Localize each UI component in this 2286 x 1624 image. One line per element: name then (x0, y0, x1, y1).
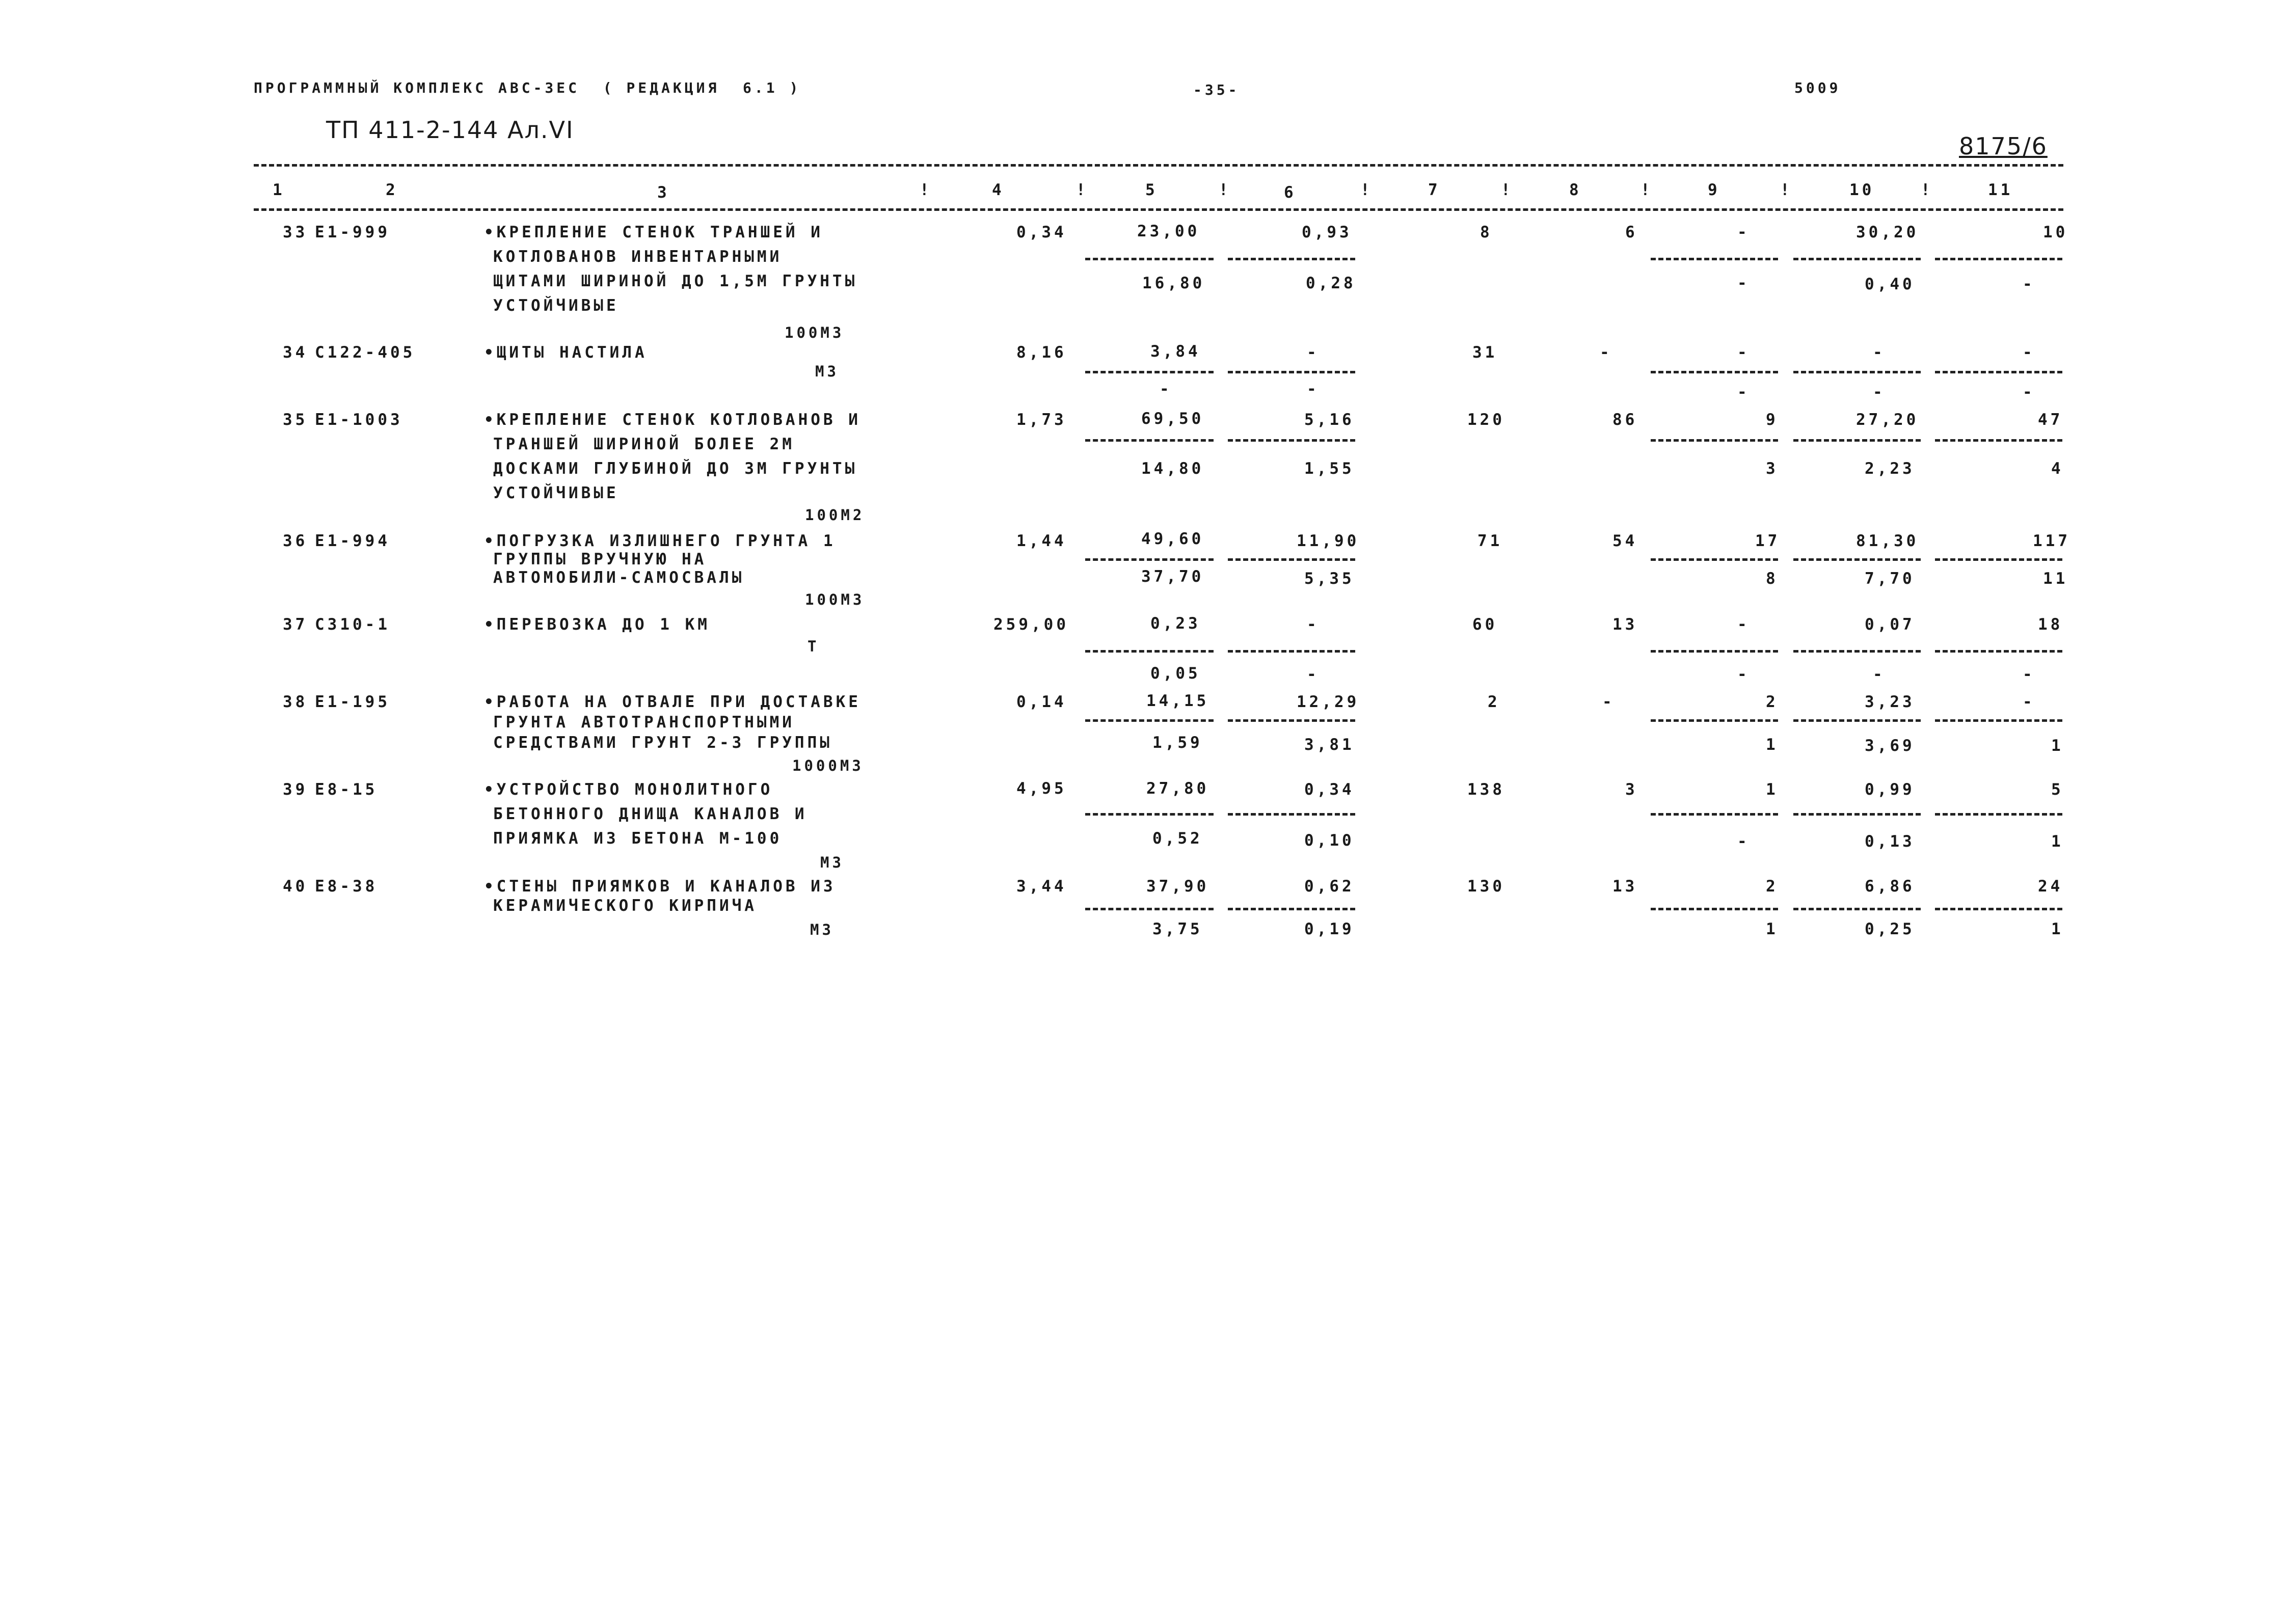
cell-divider (1085, 558, 1214, 561)
table-header-rule (254, 208, 2063, 211)
row-code: Е1-999 (315, 223, 390, 241)
column-header-8: 8 (1569, 181, 1582, 199)
handwritten-project-number: ТП 411-2-144 Ал.VI (326, 116, 574, 144)
cell-c5-bottom: 1,59 (1152, 734, 1203, 752)
handwritten-sheet-number: 8175/6 (1959, 132, 2048, 160)
row-code: Е8-15 (315, 780, 378, 799)
row-description-line: •ЩИТЫ НАСТИЛА (484, 343, 648, 362)
cell-c11-top: 10 (2043, 223, 2068, 241)
cell-divider (1085, 439, 1214, 442)
cell-c6-bottom: 0,10 (1304, 831, 1355, 850)
row-code: Е1-195 (315, 693, 390, 711)
cell-c11-bottom: - (2023, 383, 2035, 401)
cell-divider (1793, 813, 1921, 816)
cell-divider (1228, 439, 1355, 442)
column-separator: ! (1640, 181, 1653, 199)
cell-c5-bottom: 3,75 (1152, 920, 1203, 938)
cell-c7: 120 (1467, 411, 1505, 429)
cell-c9-top: 2 (1766, 877, 1779, 896)
cell-c5-top: 69,50 (1141, 410, 1204, 428)
column-separator: ! (1219, 181, 1231, 199)
cell-c9-top: 17 (1755, 532, 1781, 550)
cell-c5-top: 3,84 (1150, 342, 1201, 361)
row-description-line: •ПОГРУЗКА ИЗЛИШНЕГО ГРУНТА 1 (484, 532, 836, 550)
cell-divider (1085, 371, 1214, 373)
cell-c8: - (1600, 343, 1612, 362)
row-description-line: КЕРАМИЧЕСКОГО КИРПИЧА (493, 897, 757, 915)
cell-c10-top: - (1873, 343, 1886, 362)
column-header-6: 6 (1284, 183, 1297, 202)
cell-c11-bottom: 4 (2051, 459, 2064, 478)
row-unit: М3 (820, 854, 844, 871)
row-description-line: •СТЕНЫ ПРИЯМКОВ И КАНАЛОВ ИЗ (484, 877, 836, 896)
column-separator: ! (1501, 181, 1514, 199)
cell-c5-bottom: 0,52 (1152, 829, 1203, 848)
cell-c11-bottom: 1 (2051, 920, 2064, 938)
cell-c9-bottom: - (1737, 832, 1750, 851)
row-unit: 100М3 (805, 591, 865, 608)
program-header: ПРОГРАММНЫЙ КОМПЛЕКС АВС-3ЕС ( РЕДАКЦИЯ 6.1 ) (254, 79, 801, 96)
cell-c6-bottom: 3,81 (1304, 736, 1355, 754)
cell-c5-top: 23,00 (1137, 222, 1200, 240)
cell-c10-bottom: 0,40 (1865, 275, 1915, 293)
row-description-line: ПРИЯМКА ИЗ БЕТОНА М-100 (493, 829, 783, 848)
row-description-line: •КРЕПЛЕНИЕ СТЕНОК КОТЛОВАНОВ И (484, 411, 861, 429)
cell-c7: 2 (1488, 693, 1500, 711)
cell-divider (1651, 371, 1778, 373)
cell-quantity: 0,34 (1016, 223, 1067, 241)
cell-c9-bottom: 8 (1766, 570, 1779, 588)
column-separator: ! (920, 181, 932, 199)
row-description-line: СРЕДСТВАМИ ГРУНТ 2-3 ГРУППЫ (493, 734, 832, 752)
cell-c8: 54 (1612, 532, 1638, 550)
cell-c6-top: 5,16 (1304, 411, 1355, 429)
row-number: 34 (283, 343, 308, 362)
cell-divider (1651, 813, 1778, 816)
cell-divider (1935, 813, 2062, 816)
cell-c10-bottom: 0,13 (1865, 832, 1915, 851)
cell-c5-bottom: 16,80 (1142, 274, 1205, 292)
cell-c11-bottom: 1 (2051, 737, 2064, 755)
column-header-2: 2 (386, 181, 398, 199)
cell-c5-top: 37,90 (1146, 877, 1209, 896)
row-description-line: ГРУНТА АВТОТРАНСПОРТНЫМИ (493, 713, 795, 732)
cell-divider (1793, 558, 1921, 561)
cell-divider (1085, 719, 1214, 722)
cell-c8: 13 (1612, 877, 1638, 896)
cell-c7: 8 (1480, 223, 1493, 241)
cell-divider (1793, 650, 1921, 653)
row-description-line: ТРАНШЕЙ ШИРИНОЙ БОЛЕЕ 2М (493, 435, 795, 453)
cell-c7: 60 (1472, 615, 1498, 634)
cell-divider (1935, 558, 2062, 561)
cell-c8: 13 (1612, 615, 1638, 634)
cell-divider (1935, 258, 2062, 260)
cell-divider (1651, 908, 1778, 910)
cell-c5-bottom: - (1160, 380, 1172, 398)
cell-divider (1228, 719, 1355, 722)
cell-c5-top: 0,23 (1150, 614, 1201, 633)
cell-c7: 130 (1467, 877, 1505, 896)
column-header-4: 4 (992, 181, 1005, 199)
cell-divider (1935, 371, 2062, 373)
cell-c9-top: - (1737, 343, 1750, 362)
cell-c6-top: 0,93 (1302, 223, 1352, 241)
row-code: С310-1 (315, 615, 390, 634)
cell-c9-top: - (1737, 615, 1750, 634)
cell-quantity: 1,73 (1016, 411, 1067, 429)
cell-c11-top: 117 (2033, 532, 2070, 550)
cell-c7: 71 (1477, 532, 1503, 550)
row-description-line: •ПЕРЕВОЗКА ДО 1 КМ (484, 615, 710, 634)
cell-c10-top: 27,20 (1856, 411, 1919, 429)
cell-divider (1793, 439, 1921, 442)
row-code: Е8-38 (315, 877, 378, 896)
row-number: 39 (283, 780, 308, 799)
row-number: 35 (283, 411, 308, 429)
cell-c11-bottom: - (2023, 275, 2035, 293)
cell-c6-bottom: 1,55 (1304, 459, 1355, 478)
cell-divider (1228, 908, 1355, 910)
row-description-line: ДОСКАМИ ГЛУБИНОЙ ДО 3М ГРУНТЫ (493, 459, 858, 478)
cell-c6-top: - (1307, 343, 1320, 362)
row-number: 37 (283, 615, 308, 634)
cell-c9-top: 1 (1766, 780, 1779, 799)
row-code: С122-405 (315, 343, 416, 362)
cell-divider (1651, 439, 1778, 442)
cell-c10-top: 3,23 (1865, 693, 1915, 711)
column-header-5: 5 (1145, 181, 1158, 199)
cell-divider (1793, 908, 1921, 910)
cell-c9-bottom: - (1737, 274, 1750, 292)
cell-quantity: 1,44 (1016, 532, 1067, 550)
cell-c10-bottom: - (1873, 383, 1886, 401)
document-code: 5009 (1794, 79, 1841, 96)
row-unit: 1000М3 (792, 757, 864, 774)
cell-quantity: 8,16 (1016, 343, 1067, 362)
column-header-9: 9 (1708, 181, 1720, 199)
cell-c11-top: 5 (2051, 780, 2064, 799)
cell-divider (1793, 371, 1921, 373)
cell-divider (1228, 258, 1355, 260)
cell-c10-top: 81,30 (1856, 532, 1919, 550)
cell-c9-bottom: - (1737, 383, 1750, 401)
cell-c11-top: 18 (2038, 615, 2063, 634)
column-separator: ! (1921, 181, 1933, 199)
cell-c9-top: - (1737, 223, 1750, 241)
row-code: Е1-994 (315, 532, 390, 550)
cell-c6-bottom: 0,28 (1306, 274, 1356, 292)
column-header-7: 7 (1428, 181, 1441, 199)
cell-c6-bottom: 0,19 (1304, 920, 1355, 938)
cell-divider (1651, 650, 1778, 653)
cell-c6-top: 0,34 (1304, 780, 1355, 799)
cell-divider (1228, 371, 1355, 373)
cell-c10-top: 30,20 (1856, 223, 1919, 241)
cell-divider (1793, 719, 1921, 722)
row-number: 40 (283, 877, 308, 896)
cell-c11-top: 24 (2038, 877, 2063, 896)
cell-c6-top: 0,62 (1304, 877, 1355, 896)
cell-c9-top: 9 (1766, 411, 1779, 429)
cell-divider (1935, 439, 2062, 442)
cell-c5-bottom: 37,70 (1141, 567, 1204, 586)
row-description-line: УСТОЙЧИВЫЕ (493, 484, 619, 502)
cell-quantity: 0,14 (1016, 693, 1067, 711)
cell-divider (1935, 908, 2062, 910)
column-header-1: 1 (273, 181, 285, 199)
cell-divider (1085, 258, 1214, 260)
row-number: 36 (283, 532, 308, 550)
row-description-line: •УСТРОЙСТВО МОНОЛИТНОГО (484, 780, 773, 799)
cell-c10-top: 0,07 (1865, 615, 1915, 634)
cell-c9-bottom: 1 (1766, 920, 1779, 938)
cell-c9-bottom: 3 (1766, 459, 1779, 478)
column-header-3: 3 (657, 183, 670, 202)
cell-c7: 31 (1472, 343, 1498, 362)
column-separator: ! (1076, 181, 1089, 199)
page-number: -35- (1193, 82, 1240, 98)
cell-c7: 138 (1467, 780, 1505, 799)
cell-c8: 86 (1612, 411, 1638, 429)
cell-c11-top: - (2023, 693, 2035, 711)
cell-c5-top: 49,60 (1141, 530, 1204, 548)
cell-c9-bottom: - (1737, 665, 1750, 684)
row-description-line: УСТОЙЧИВЫЕ (493, 296, 619, 315)
cell-divider (1935, 719, 2062, 722)
row-description-line: ГРУППЫ ВРУЧНУЮ НА (493, 550, 707, 569)
cell-divider (1085, 908, 1214, 910)
cell-divider (1935, 650, 2062, 653)
cell-divider (1085, 813, 1214, 816)
cell-c6-top: - (1307, 615, 1320, 634)
cell-c11-top: 47 (2038, 411, 2063, 429)
row-description-line: ЩИТАМИ ШИРИНОЙ ДО 1,5М ГРУНТЫ (493, 272, 858, 290)
cell-c11-bottom: 1 (2051, 832, 2064, 851)
cell-c9-top: 2 (1766, 693, 1779, 711)
row-description-line: •РАБОТА НА ОТВАЛЕ ПРИ ДОСТАВКЕ (484, 693, 861, 711)
cell-divider (1651, 258, 1778, 260)
cell-c11-bottom: 11 (2043, 570, 2068, 588)
row-unit: М3 (810, 921, 834, 938)
row-number: 38 (283, 693, 308, 711)
row-unit: 100М2 (805, 506, 865, 524)
row-unit: М3 (815, 363, 839, 380)
cell-divider (1085, 650, 1214, 653)
column-separator: ! (1360, 181, 1373, 199)
table-top-rule (254, 164, 2063, 167)
cell-c10-bottom: 3,69 (1865, 737, 1915, 755)
cell-c5-top: 27,80 (1146, 779, 1209, 798)
cell-divider (1651, 719, 1778, 722)
cell-c6-bottom: - (1307, 665, 1320, 684)
cell-c8: 3 (1625, 780, 1638, 799)
cell-quantity: 259,00 (993, 615, 1069, 634)
cell-c5-bottom: 0,05 (1150, 664, 1201, 683)
cell-c10-bottom: - (1873, 665, 1886, 684)
row-unit: 100М3 (785, 324, 845, 341)
cell-c9-bottom: 1 (1766, 736, 1779, 754)
column-header-11: 11 (1988, 181, 2013, 199)
cell-c10-top: 0,99 (1865, 780, 1915, 799)
cell-divider (1228, 558, 1355, 561)
cell-divider (1228, 650, 1355, 653)
cell-c11-bottom: - (2023, 665, 2035, 684)
column-separator: ! (1780, 181, 1793, 199)
cell-divider (1651, 558, 1778, 561)
row-unit: Т (808, 638, 820, 655)
cell-c6-bottom: 5,35 (1304, 570, 1355, 588)
cell-c10-bottom: 2,23 (1865, 459, 1915, 478)
cell-divider (1793, 258, 1921, 260)
cell-divider (1228, 813, 1355, 816)
row-description-line: КОТЛОВАНОВ ИНВЕНТАРНЫМИ (493, 248, 783, 266)
cell-c10-top: 6,86 (1865, 877, 1915, 896)
row-description-line: АВТОМОБИЛИ-САМОСВАЛЫ (493, 569, 745, 587)
cell-c6-top: 11,90 (1297, 532, 1360, 550)
cell-c8: - (1602, 693, 1615, 711)
cell-c6-top: 12,29 (1297, 693, 1360, 711)
row-description-line: •КРЕПЛЕНИЕ СТЕНОК ТРАНШЕЙ И (484, 223, 823, 241)
cell-c8: 6 (1625, 223, 1638, 241)
cell-c11-top: - (2023, 343, 2035, 362)
cell-c5-top: 14,15 (1146, 692, 1209, 710)
column-header-10: 10 (1849, 181, 1875, 199)
row-number: 33 (283, 223, 308, 241)
cell-quantity: 3,44 (1016, 877, 1067, 896)
row-code: Е1-1003 (315, 411, 403, 429)
cell-c10-bottom: 0,25 (1865, 920, 1915, 938)
cell-c5-bottom: 14,80 (1141, 459, 1204, 478)
cell-c6-bottom: - (1307, 380, 1320, 398)
cell-c10-bottom: 7,70 (1865, 570, 1915, 588)
cell-quantity: 4,95 (1016, 779, 1067, 798)
row-description-line: БЕТОННОГО ДНИЩА КАНАЛОВ И (493, 805, 808, 823)
